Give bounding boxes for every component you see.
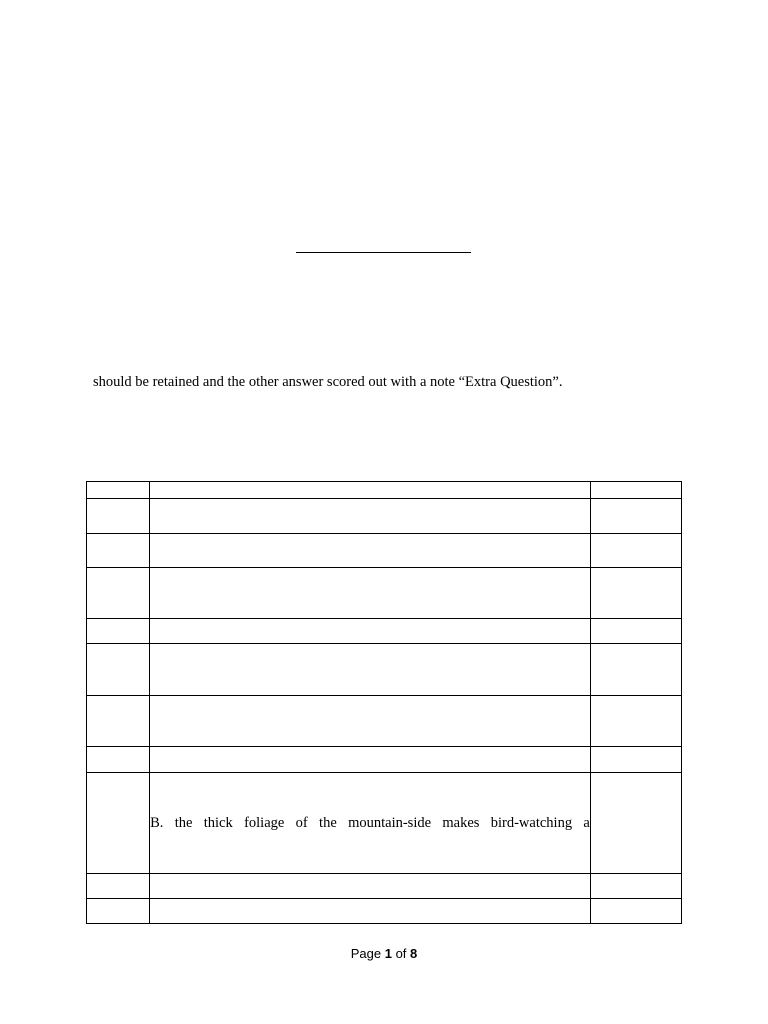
question-cell xyxy=(87,874,150,899)
answer-cell xyxy=(150,619,591,644)
question-cell xyxy=(87,619,150,644)
marks-cell xyxy=(590,874,681,899)
total-pages-number: 8 xyxy=(410,946,418,961)
table-row xyxy=(87,747,682,773)
marks-cell xyxy=(590,482,681,499)
table-row xyxy=(87,644,682,696)
instruction-text: should be retained and the other answer scored out with a note “Extra Question”. xyxy=(93,374,563,390)
answer-cell xyxy=(150,899,591,924)
page-footer xyxy=(0,946,768,961)
answer-cell xyxy=(150,696,591,747)
marks-cell xyxy=(590,773,681,874)
question-cell xyxy=(87,773,150,874)
table-row xyxy=(87,499,682,534)
page-of-label: of xyxy=(395,946,407,961)
marks-cell xyxy=(590,696,681,747)
answer-cell xyxy=(150,747,591,773)
question-cell xyxy=(87,534,150,568)
answer-cell xyxy=(150,534,591,568)
marks-cell xyxy=(590,619,681,644)
answer-cell xyxy=(150,644,591,696)
title-underline xyxy=(296,252,471,253)
question-cell xyxy=(87,482,150,499)
marks-cell xyxy=(590,644,681,696)
answer-cell xyxy=(150,568,591,619)
answer-table xyxy=(86,481,682,924)
answer-cell xyxy=(150,874,591,899)
table-row xyxy=(87,874,682,899)
marks-cell xyxy=(590,499,681,534)
marks-cell xyxy=(590,747,681,773)
table-row xyxy=(87,773,682,874)
marks-cell xyxy=(590,568,681,619)
question-cell xyxy=(87,644,150,696)
table-row xyxy=(87,534,682,568)
answer-cell xyxy=(150,499,591,534)
marks-cell xyxy=(590,534,681,568)
table-row xyxy=(87,696,682,747)
current-page-number: 1 xyxy=(384,946,392,961)
page-label: Page xyxy=(350,946,382,961)
question-cell xyxy=(87,499,150,534)
question-cell xyxy=(87,696,150,747)
marks-cell xyxy=(590,899,681,924)
answer-cell xyxy=(150,482,591,499)
answer-cell: B. the thick foliage of the mountain-side makes bird-watching a xyxy=(150,773,591,874)
question-cell xyxy=(87,568,150,619)
question-cell xyxy=(87,899,150,924)
table-row xyxy=(87,619,682,644)
table-row xyxy=(87,568,682,619)
table-row xyxy=(87,482,682,499)
question-cell xyxy=(87,747,150,773)
table-row xyxy=(87,899,682,924)
